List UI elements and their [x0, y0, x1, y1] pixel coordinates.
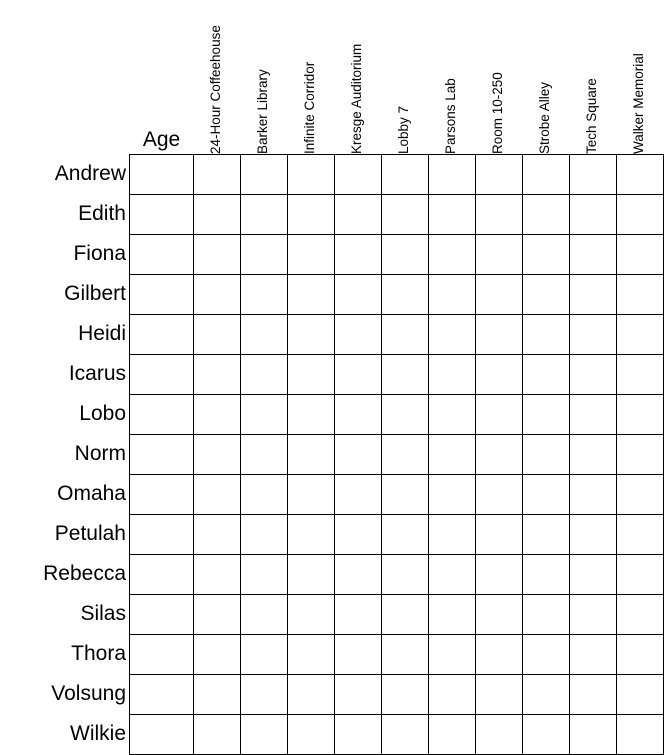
row-label: Edith: [78, 202, 126, 225]
grid-cell[interactable]: [240, 674, 287, 714]
row-label: Rebecca: [43, 562, 126, 585]
grid-cell[interactable]: [240, 594, 287, 634]
grid-cell[interactable]: [475, 474, 522, 514]
grid-cell[interactable]: [193, 554, 240, 594]
grid-cell[interactable]: [475, 554, 522, 594]
grid-cell[interactable]: [616, 274, 663, 314]
grid-cell[interactable]: [475, 434, 522, 474]
grid-cell[interactable]: [334, 554, 381, 594]
grid-cell[interactable]: [569, 474, 616, 514]
grid-cell[interactable]: [569, 354, 616, 394]
grid-cell[interactable]: [193, 674, 240, 714]
grid-cell[interactable]: [193, 434, 240, 474]
age-cell[interactable]: [129, 714, 193, 754]
grid-cell[interactable]: [240, 354, 287, 394]
grid-cell[interactable]: [287, 194, 334, 234]
grid-cell[interactable]: [569, 394, 616, 434]
grid-cell[interactable]: [334, 674, 381, 714]
grid-cell[interactable]: [334, 434, 381, 474]
column-header-label: Barker Library: [255, 69, 270, 154]
grid-cell[interactable]: [287, 394, 334, 434]
grid-cell[interactable]: [240, 714, 287, 754]
grid-cell[interactable]: [522, 394, 569, 434]
grid-cell[interactable]: [522, 474, 569, 514]
grid-cell[interactable]: [381, 634, 428, 674]
grid-cell[interactable]: [569, 194, 616, 234]
grid-cell[interactable]: [287, 434, 334, 474]
grid-cell[interactable]: [475, 594, 522, 634]
age-cell[interactable]: [129, 594, 193, 634]
row-label: Icarus: [68, 362, 126, 385]
grid-cell[interactable]: [616, 394, 663, 434]
row-label: Petulah: [54, 522, 126, 545]
column-header-label: Tech Square: [584, 78, 599, 154]
age-cell[interactable]: [129, 314, 193, 354]
age-cell[interactable]: [129, 354, 193, 394]
grid-cell[interactable]: [522, 194, 569, 234]
grid-cell[interactable]: [428, 514, 475, 554]
grid-cell[interactable]: [240, 394, 287, 434]
age-cell[interactable]: [129, 514, 193, 554]
grid-cell[interactable]: [428, 634, 475, 674]
grid-cell[interactable]: [287, 674, 334, 714]
grid-cell[interactable]: [475, 514, 522, 554]
grid-cell[interactable]: [334, 354, 381, 394]
row-label: Lobo: [79, 402, 126, 425]
grid-cell[interactable]: [287, 354, 334, 394]
grid-cell[interactable]: [522, 594, 569, 634]
age-cell[interactable]: [129, 474, 193, 514]
grid-cell[interactable]: [475, 234, 522, 274]
row-label: Gilbert: [64, 282, 126, 305]
grid-cell[interactable]: [193, 234, 240, 274]
grid-cell[interactable]: [287, 514, 334, 554]
grid-cell[interactable]: [428, 314, 475, 354]
row-label: Thora: [71, 642, 126, 665]
grid-cell[interactable]: [381, 234, 428, 274]
row-label: Andrew: [54, 162, 126, 185]
grid-cell[interactable]: [334, 394, 381, 434]
age-column-header: Age: [142, 128, 181, 151]
age-cell[interactable]: [129, 674, 193, 714]
grid-cell[interactable]: [334, 514, 381, 554]
grid-cell[interactable]: [287, 314, 334, 354]
grid-cell[interactable]: [240, 434, 287, 474]
grid-cell[interactable]: [193, 714, 240, 754]
grid-cell[interactable]: [522, 634, 569, 674]
grid-cell[interactable]: [193, 154, 240, 194]
grid-cell[interactable]: [287, 474, 334, 514]
grid-cell[interactable]: [381, 194, 428, 234]
grid-cell[interactable]: [240, 234, 287, 274]
grid-cell[interactable]: [569, 274, 616, 314]
grid-cell[interactable]: [240, 554, 287, 594]
grid-cell[interactable]: [287, 714, 334, 754]
grid-cell[interactable]: [616, 234, 663, 274]
grid-cell[interactable]: [616, 514, 663, 554]
column-header-label: Kresge Auditorium: [349, 43, 364, 154]
age-cell[interactable]: [129, 554, 193, 594]
grid-cell[interactable]: [428, 274, 475, 314]
grid-cell[interactable]: [193, 274, 240, 314]
grid-cell[interactable]: [522, 514, 569, 554]
grid-cell[interactable]: [569, 554, 616, 594]
grid-cell[interactable]: [381, 434, 428, 474]
grid-cell[interactable]: [240, 474, 287, 514]
column-header-label: Infinite Corridor: [302, 61, 317, 154]
grid-cell[interactable]: [334, 234, 381, 274]
grid-cell[interactable]: [616, 594, 663, 634]
grid-cell[interactable]: [475, 274, 522, 314]
grid-cell[interactable]: [381, 274, 428, 314]
grid-cell[interactable]: [475, 154, 522, 194]
grid-cell[interactable]: [522, 314, 569, 354]
grid-cell[interactable]: [616, 194, 663, 234]
grid-cell[interactable]: [569, 634, 616, 674]
grid-cell[interactable]: [569, 234, 616, 274]
grid-cell[interactable]: [428, 554, 475, 594]
age-cell[interactable]: [129, 394, 193, 434]
grid-cell[interactable]: [240, 274, 287, 314]
grid-cell[interactable]: [334, 154, 381, 194]
grid-cell[interactable]: [240, 514, 287, 554]
grid-cell[interactable]: [616, 674, 663, 714]
grid-cell[interactable]: [193, 474, 240, 514]
grid-cell[interactable]: [428, 154, 475, 194]
grid-cell[interactable]: [475, 674, 522, 714]
grid-cell[interactable]: [428, 674, 475, 714]
grid-cell[interactable]: [569, 594, 616, 634]
grid-cell[interactable]: [428, 354, 475, 394]
age-cell[interactable]: [129, 194, 193, 234]
grid-cell[interactable]: [522, 154, 569, 194]
grid-cell[interactable]: [381, 554, 428, 594]
grid-cell[interactable]: [522, 274, 569, 314]
row-label: Heidi: [78, 322, 126, 345]
grid-cell[interactable]: [616, 474, 663, 514]
grid-cell[interactable]: [616, 314, 663, 354]
grid-cell[interactable]: [287, 634, 334, 674]
grid-cell[interactable]: [287, 154, 334, 194]
grid-cell[interactable]: [287, 594, 334, 634]
grid-cell[interactable]: [193, 354, 240, 394]
grid-cell[interactable]: [569, 714, 616, 754]
grid-cell[interactable]: [428, 394, 475, 434]
grid-cell[interactable]: [381, 314, 428, 354]
grid-cell[interactable]: [381, 674, 428, 714]
grid-cell[interactable]: [616, 154, 663, 194]
grid-cell[interactable]: [616, 634, 663, 674]
grid-cell[interactable]: [381, 154, 428, 194]
grid-cell[interactable]: [522, 714, 569, 754]
row-label: Silas: [80, 602, 126, 625]
age-cell[interactable]: [129, 154, 193, 194]
grid-cell[interactable]: [522, 354, 569, 394]
row-label: Volsung: [51, 682, 126, 705]
grid-cell[interactable]: [522, 674, 569, 714]
grid-cell[interactable]: [193, 634, 240, 674]
grid-cell[interactable]: [428, 194, 475, 234]
grid-cell[interactable]: [616, 714, 663, 754]
grid-cell[interactable]: [569, 434, 616, 474]
column-header-label: Walker Memorial: [631, 53, 646, 154]
grid-cell[interactable]: [475, 394, 522, 434]
grid-cell[interactable]: [334, 314, 381, 354]
grid-cell[interactable]: [569, 314, 616, 354]
column-header-label: Parsons Lab: [443, 78, 458, 154]
age-cell[interactable]: [129, 434, 193, 474]
grid-cell[interactable]: [381, 394, 428, 434]
grid-cell[interactable]: [287, 234, 334, 274]
grid-cell[interactable]: [334, 194, 381, 234]
grid-cell[interactable]: [240, 154, 287, 194]
grid-cell[interactable]: [287, 554, 334, 594]
grid-cell[interactable]: [381, 594, 428, 634]
grid-cell[interactable]: [240, 194, 287, 234]
grid-cell[interactable]: [193, 194, 240, 234]
grid-cell[interactable]: [569, 154, 616, 194]
grid-cell[interactable]: [193, 394, 240, 434]
grid-cell[interactable]: [569, 514, 616, 554]
column-header-label: Room 10-250: [490, 72, 505, 154]
grid-cell[interactable]: [334, 714, 381, 754]
grid-cell[interactable]: [381, 354, 428, 394]
grid-cell[interactable]: [475, 634, 522, 674]
grid-cell[interactable]: [287, 274, 334, 314]
column-header-label: Lobby 7: [396, 105, 411, 154]
grid-cell[interactable]: [616, 354, 663, 394]
column-header-label: Strobe Alley: [537, 81, 552, 154]
grid-cell[interactable]: [240, 314, 287, 354]
row-label: Omaha: [57, 482, 126, 505]
grid-cell[interactable]: [240, 634, 287, 674]
grid-cell[interactable]: [381, 474, 428, 514]
row-label: Norm: [74, 442, 126, 465]
grid-cell[interactable]: [193, 314, 240, 354]
grid-cell[interactable]: [381, 714, 428, 754]
grid-cell[interactable]: [475, 354, 522, 394]
age-cell[interactable]: [129, 274, 193, 314]
grid-cell[interactable]: [522, 234, 569, 274]
column-header-label: 24-Hour Coffeehouse: [208, 25, 223, 154]
grid-cell[interactable]: [334, 634, 381, 674]
grid-cell[interactable]: [428, 714, 475, 754]
grid-cell[interactable]: [334, 474, 381, 514]
grid-cell[interactable]: [193, 594, 240, 634]
grid-cell[interactable]: [569, 674, 616, 714]
grid-cell[interactable]: [475, 314, 522, 354]
grid-cell[interactable]: [428, 434, 475, 474]
grid-cell[interactable]: [522, 554, 569, 594]
grid-cell[interactable]: [334, 274, 381, 314]
grid-cell[interactable]: [475, 714, 522, 754]
grid-cell[interactable]: [334, 594, 381, 634]
age-cell[interactable]: [129, 234, 193, 274]
row-label: Wilkie: [70, 722, 126, 745]
grid-cell[interactable]: [381, 514, 428, 554]
grid-cell[interactable]: [193, 514, 240, 554]
row-label: Fiona: [73, 242, 126, 265]
grid-cell[interactable]: [428, 234, 475, 274]
age-cell[interactable]: [129, 634, 193, 674]
grid-cell[interactable]: [616, 434, 663, 474]
grid-cell[interactable]: [428, 594, 475, 634]
grid-cell[interactable]: [522, 434, 569, 474]
grid-cell[interactable]: [475, 194, 522, 234]
grid-cell[interactable]: [616, 554, 663, 594]
grid-cell[interactable]: [428, 474, 475, 514]
